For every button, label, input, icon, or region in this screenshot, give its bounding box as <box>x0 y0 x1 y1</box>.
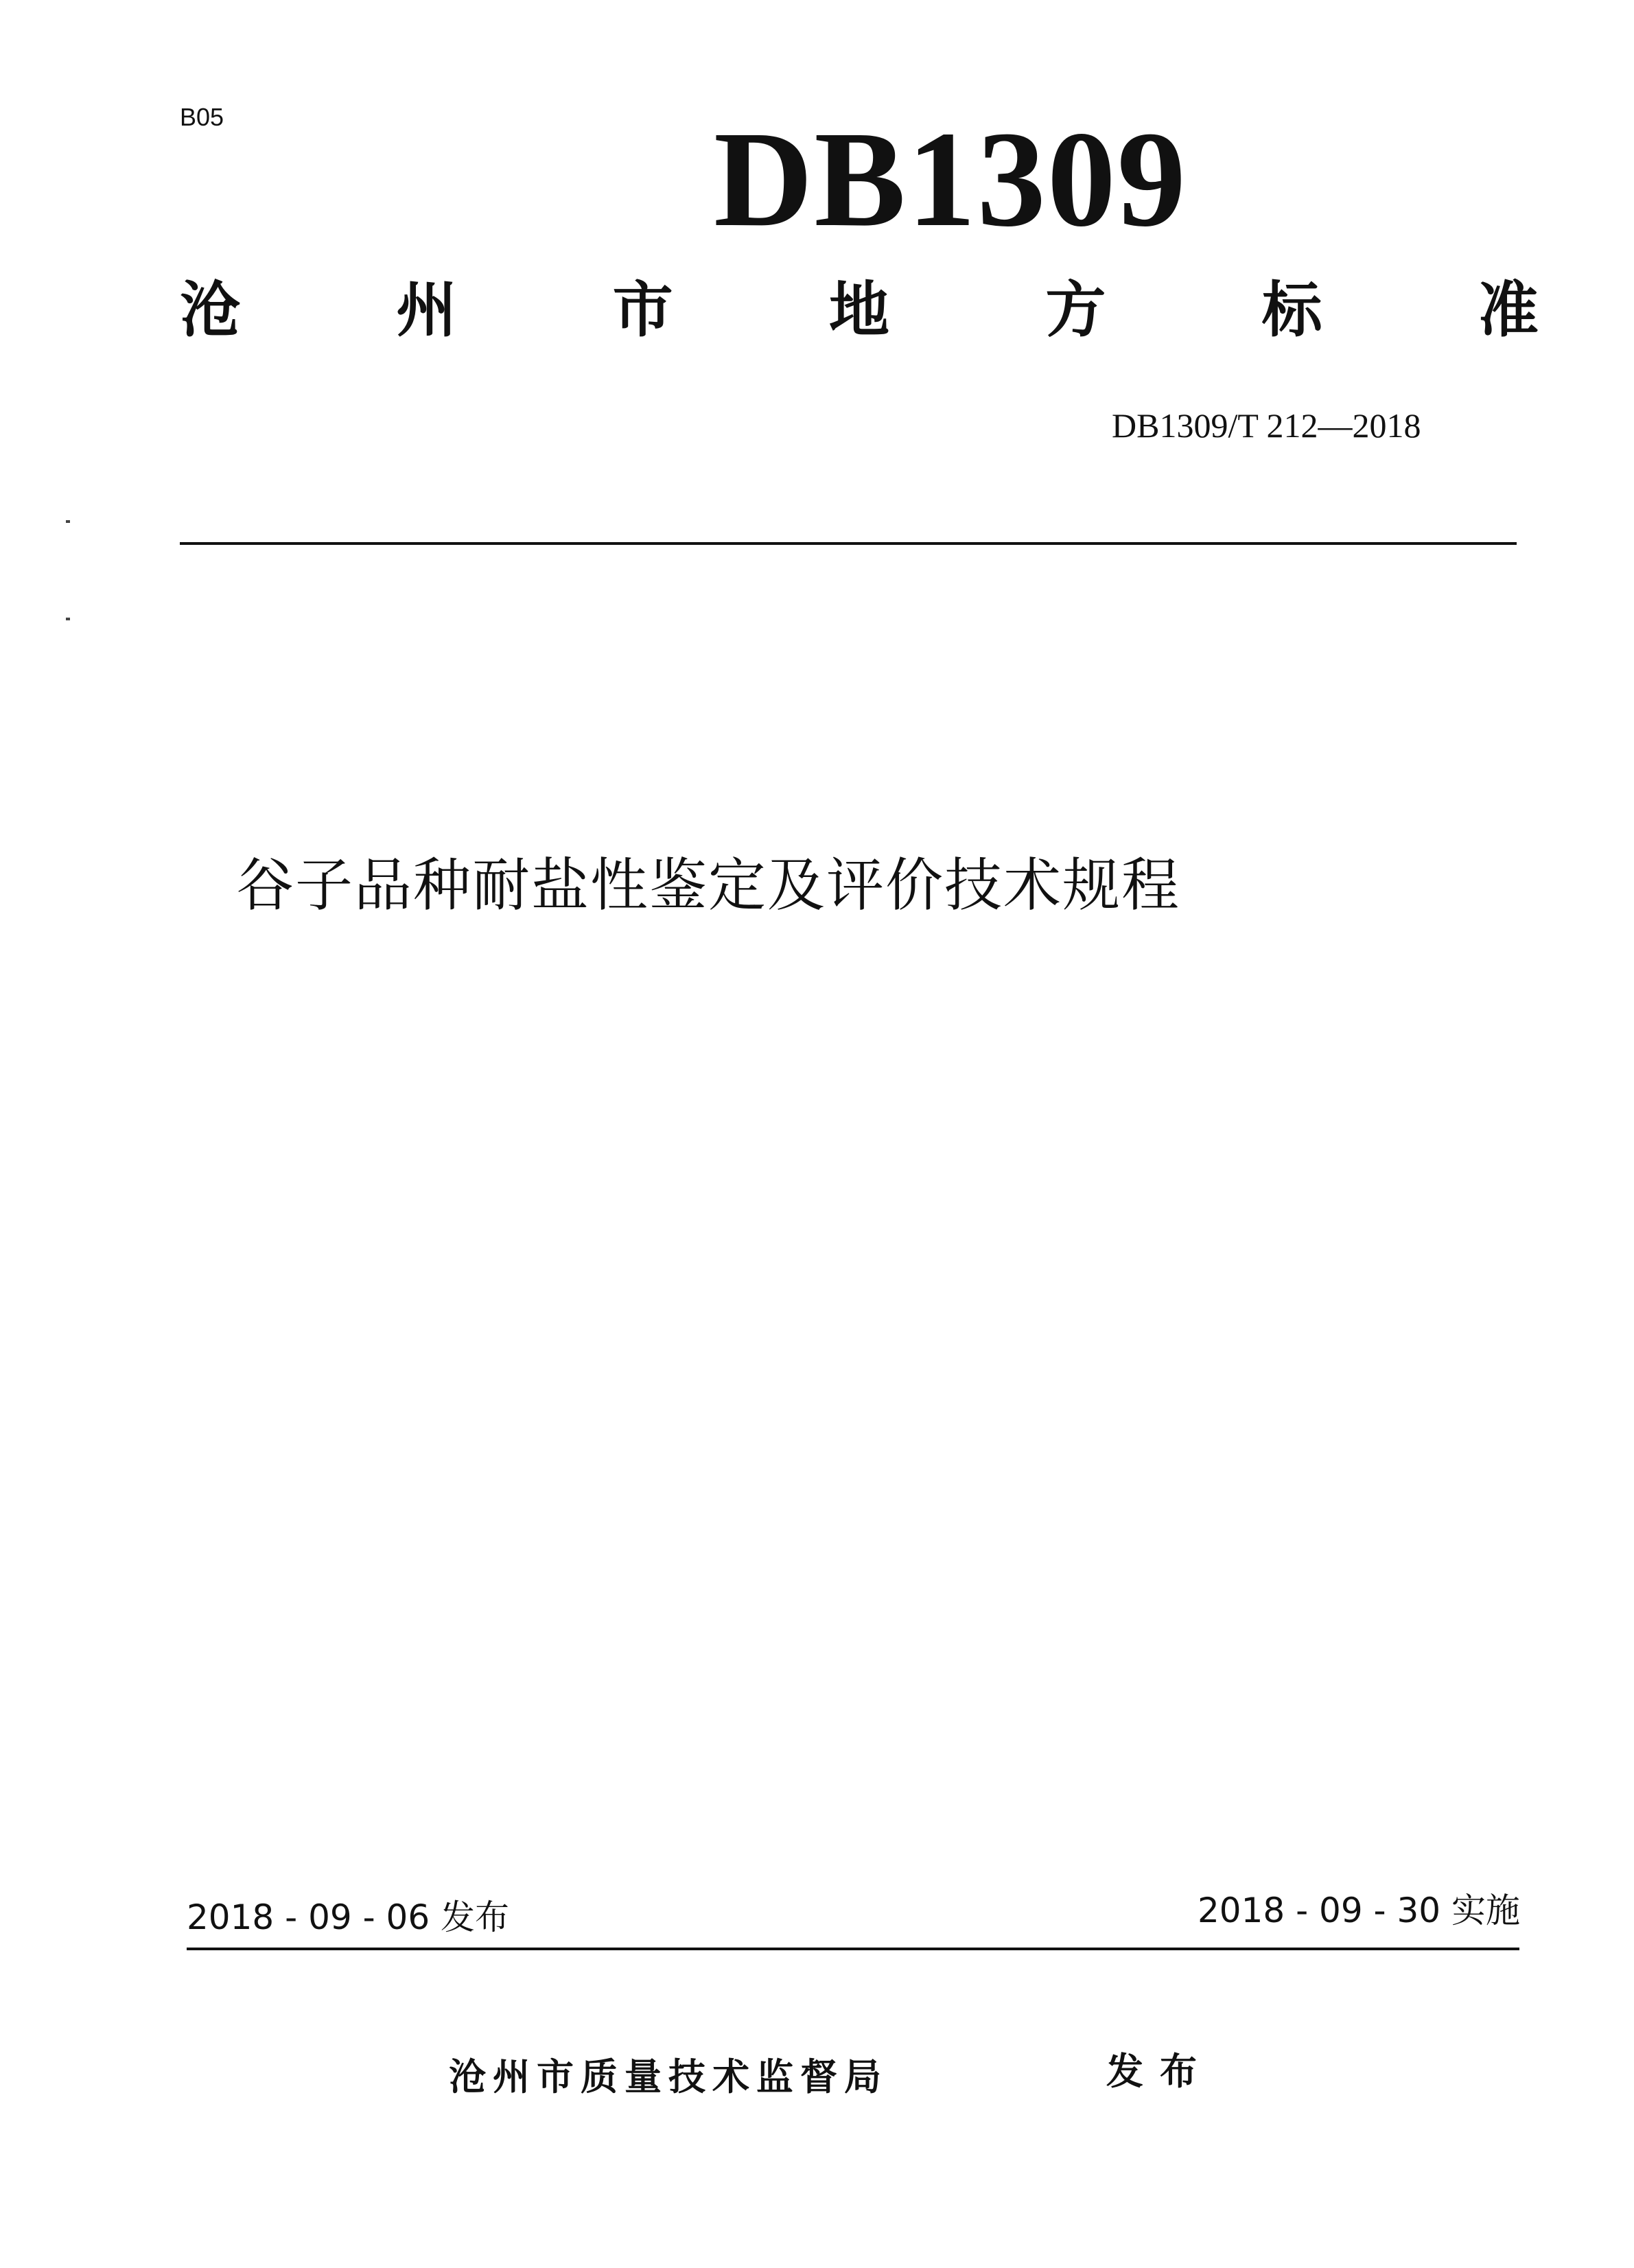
standard-type-char: 标 <box>1261 274 1322 345</box>
standard-code: DB1309 <box>714 104 1187 255</box>
standard-type-char: 市 <box>612 274 673 345</box>
header-divider <box>180 542 1517 545</box>
standard-type-char: 州 <box>396 274 457 345</box>
standard-number: DB1309/T 212—2018 <box>1112 406 1421 445</box>
standard-type-char: 沧 <box>180 274 241 345</box>
issuing-authority: 沧州市质量技术监督局 <box>449 2055 888 2099</box>
standard-type-char: 方 <box>1045 274 1106 345</box>
issue-date: 2018 - 09 - 06 发布 <box>187 1897 510 1937</box>
issue-label: 发布 <box>1106 2050 1213 2093</box>
scan-speck <box>66 618 70 620</box>
implementation-date: 2018 - 09 - 30 实施 <box>1197 1891 1520 1930</box>
footer-divider <box>187 1948 1519 1950</box>
standard-type-char: 地 <box>828 274 889 345</box>
scan-speck <box>66 520 70 523</box>
classification-code: B05 <box>180 103 224 131</box>
standard-type <box>180 276 1539 344</box>
standard-type-char: 准 <box>1478 274 1539 345</box>
document-title: 谷子品种耐盐性鉴定及评价技术规程 <box>236 852 1181 919</box>
